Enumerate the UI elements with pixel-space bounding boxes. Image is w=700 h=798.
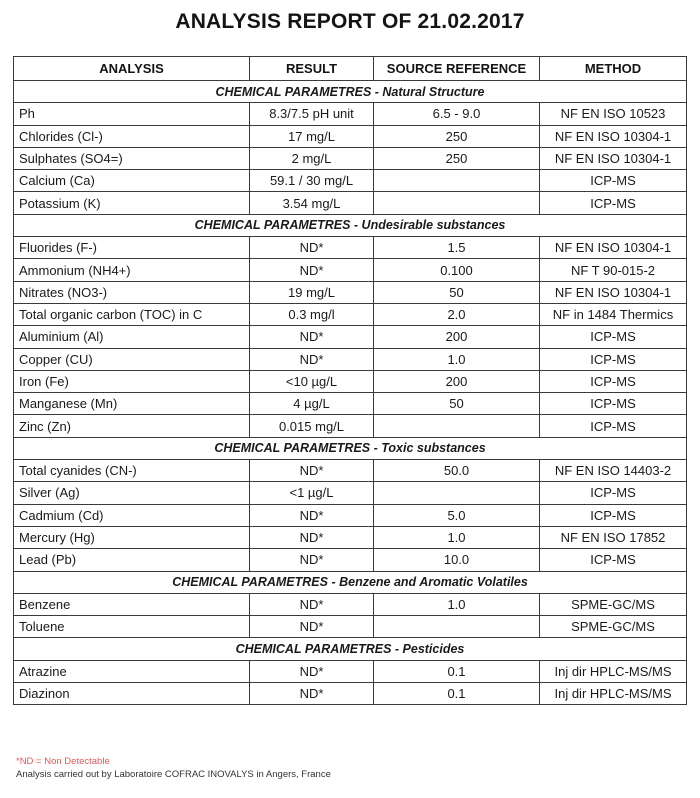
- method-cell: NF EN ISO 10523: [540, 103, 687, 125]
- result-cell: <10 µg/L: [250, 370, 374, 392]
- footnote: *ND = Non Detectable: [16, 756, 110, 767]
- method-cell: Inj dir HPLC-MS/MS: [540, 683, 687, 705]
- analysis-cell: Lead (Pb): [14, 549, 250, 571]
- method-cell: ICP-MS: [540, 326, 687, 348]
- result-cell: ND*: [250, 348, 374, 370]
- method-cell: NF EN ISO 10304-1: [540, 147, 687, 169]
- source-reference-cell: 0.100: [374, 259, 540, 281]
- analysis-cell: Manganese (Mn): [14, 393, 250, 415]
- method-cell: SPME-GC/MS: [540, 616, 687, 638]
- header-row: [14, 57, 687, 81]
- analysis-cell: Fluorides (F-): [14, 237, 250, 259]
- section-row: [14, 638, 687, 660]
- result-cell: ND*: [250, 549, 374, 571]
- table-row: [14, 460, 687, 482]
- analysis-cell: Benzene: [14, 593, 250, 615]
- result-cell: ND*: [250, 504, 374, 526]
- section-row: [14, 214, 687, 236]
- table-row: [14, 415, 687, 437]
- result-cell: 17 mg/L: [250, 125, 374, 147]
- source-reference-cell: 1.0: [374, 526, 540, 548]
- source-reference-cell: 10.0: [374, 549, 540, 571]
- table-row: [14, 526, 687, 548]
- analysis-cell: Toluene: [14, 616, 250, 638]
- table-row: [14, 549, 687, 571]
- result-cell: 8.3/7.5 pH unit: [250, 103, 374, 125]
- table-row: [14, 482, 687, 504]
- header-method: METHOD: [540, 57, 687, 81]
- result-cell: 2 mg/L: [250, 147, 374, 169]
- header-source-reference: SOURCE REFERENCE: [374, 57, 540, 81]
- source-reference-cell: 0.1: [374, 660, 540, 682]
- table-row: [14, 281, 687, 303]
- result-cell: ND*: [250, 326, 374, 348]
- source-reference-cell: 0.1: [374, 683, 540, 705]
- table-body: [14, 81, 687, 705]
- analysis-cell: Copper (CU): [14, 348, 250, 370]
- method-cell: NF EN ISO 10304-1: [540, 281, 687, 303]
- source-reference-cell: 200: [374, 370, 540, 392]
- table-row: [14, 147, 687, 169]
- result-cell: ND*: [250, 616, 374, 638]
- table-row: [14, 125, 687, 147]
- analysis-cell: Ammonium (NH4+): [14, 259, 250, 281]
- source-reference-cell: 250: [374, 147, 540, 169]
- method-cell: ICP-MS: [540, 549, 687, 571]
- table-row: [14, 259, 687, 281]
- section-row: [14, 437, 687, 459]
- table-row: [14, 683, 687, 705]
- source-reference-cell: 1.0: [374, 593, 540, 615]
- source-reference-cell: 50: [374, 393, 540, 415]
- method-cell: NF EN ISO 10304-1: [540, 237, 687, 259]
- header-analysis: ANALYSIS: [14, 57, 250, 81]
- analysis-cell: Atrazine: [14, 660, 250, 682]
- header-result: RESULT: [250, 57, 374, 81]
- analysis-cell: Cadmium (Cd): [14, 504, 250, 526]
- method-cell: Inj dir HPLC-MS/MS: [540, 660, 687, 682]
- table-row: [14, 370, 687, 392]
- source-reference-cell: [374, 616, 540, 638]
- result-cell: ND*: [250, 526, 374, 548]
- analysis-cell: Aluminium (Al): [14, 326, 250, 348]
- source-reference-cell: 2.0: [374, 303, 540, 325]
- method-cell: NF EN ISO 10304-1: [540, 125, 687, 147]
- table-row: [14, 504, 687, 526]
- report-title: ANALYSIS REPORT OF 21.02.2017: [175, 10, 525, 33]
- result-cell: ND*: [250, 593, 374, 615]
- source-reference-cell: [374, 482, 540, 504]
- analysis-cell: Potassium (K): [14, 192, 250, 214]
- analysis-cell: Ph: [14, 103, 250, 125]
- method-cell: ICP-MS: [540, 482, 687, 504]
- source-reference-cell: 5.0: [374, 504, 540, 526]
- section-label: CHEMICAL PARAMETRES - Toxic substances: [14, 437, 687, 459]
- result-cell: 0.015 mg/L: [250, 415, 374, 437]
- result-cell: ND*: [250, 660, 374, 682]
- table-row: [14, 393, 687, 415]
- result-cell: ND*: [250, 237, 374, 259]
- section-label: CHEMICAL PARAMETRES - Pesticides: [14, 638, 687, 660]
- result-cell: <1 µg/L: [250, 482, 374, 504]
- source-reference-cell: 200: [374, 326, 540, 348]
- source-reference-cell: [374, 192, 540, 214]
- method-cell: ICP-MS: [540, 192, 687, 214]
- method-cell: NF in 1484 Thermics: [540, 303, 687, 325]
- source-reference-cell: 50.0: [374, 460, 540, 482]
- result-cell: 19 mg/L: [250, 281, 374, 303]
- method-cell: ICP-MS: [540, 370, 687, 392]
- table-row: [14, 660, 687, 682]
- source-reference-cell: 50: [374, 281, 540, 303]
- result-cell: 4 µg/L: [250, 393, 374, 415]
- table-row: [14, 103, 687, 125]
- analysis-cell: Total cyanides (CN-): [14, 460, 250, 482]
- section-row: [14, 571, 687, 593]
- table-row: [14, 616, 687, 638]
- table-row: [14, 326, 687, 348]
- method-cell: ICP-MS: [540, 348, 687, 370]
- section-row: [14, 81, 687, 103]
- table-row: [14, 593, 687, 615]
- table-row: [14, 348, 687, 370]
- analysis-table: [13, 56, 687, 705]
- analysis-cell: Sulphates (SO4=): [14, 147, 250, 169]
- method-cell: NF EN ISO 14403-2: [540, 460, 687, 482]
- analysis-cell: Diazinon: [14, 683, 250, 705]
- result-cell: 0.3 mg/l: [250, 303, 374, 325]
- result-cell: 59.1 / 30 mg/L: [250, 170, 374, 192]
- table-row: [14, 237, 687, 259]
- analysis-cell: Total organic carbon (TOC) in C: [14, 303, 250, 325]
- source-reference-cell: 6.5 - 9.0: [374, 103, 540, 125]
- result-cell: 3.54 mg/L: [250, 192, 374, 214]
- table-row: [14, 303, 687, 325]
- result-cell: ND*: [250, 460, 374, 482]
- source-reference-cell: [374, 415, 540, 437]
- analysis-cell: Calcium (Ca): [14, 170, 250, 192]
- table-row: [14, 170, 687, 192]
- analysis-cell: Nitrates (NO3-): [14, 281, 250, 303]
- section-label: CHEMICAL PARAMETRES - Undesirable substances: [14, 214, 687, 236]
- analysis-cell: Silver (Ag): [14, 482, 250, 504]
- method-cell: ICP-MS: [540, 504, 687, 526]
- section-label: CHEMICAL PARAMETRES - Natural Structure: [14, 81, 687, 103]
- source-reference-cell: 250: [374, 125, 540, 147]
- method-cell: ICP-MS: [540, 393, 687, 415]
- method-cell: ICP-MS: [540, 170, 687, 192]
- source-reference-cell: 1.0: [374, 348, 540, 370]
- result-cell: ND*: [250, 683, 374, 705]
- analysis-cell: Iron (Fe): [14, 370, 250, 392]
- analysis-cell: Mercury (Hg): [14, 526, 250, 548]
- analysis-cell: Chlorides (Cl-): [14, 125, 250, 147]
- lab-credit: Analysis carried out by Laboratoire COFRAC INOVALYS in Angers, France: [16, 769, 331, 780]
- analysis-cell: Zinc (Zn): [14, 415, 250, 437]
- source-reference-cell: 1.5: [374, 237, 540, 259]
- section-label: CHEMICAL PARAMETRES - Benzene and Aromatic Volatiles: [14, 571, 687, 593]
- method-cell: NF EN ISO 17852: [540, 526, 687, 548]
- source-reference-cell: [374, 170, 540, 192]
- method-cell: SPME-GC/MS: [540, 593, 687, 615]
- method-cell: NF T 90-015-2: [540, 259, 687, 281]
- result-cell: ND*: [250, 259, 374, 281]
- table-row: [14, 192, 687, 214]
- method-cell: ICP-MS: [540, 415, 687, 437]
